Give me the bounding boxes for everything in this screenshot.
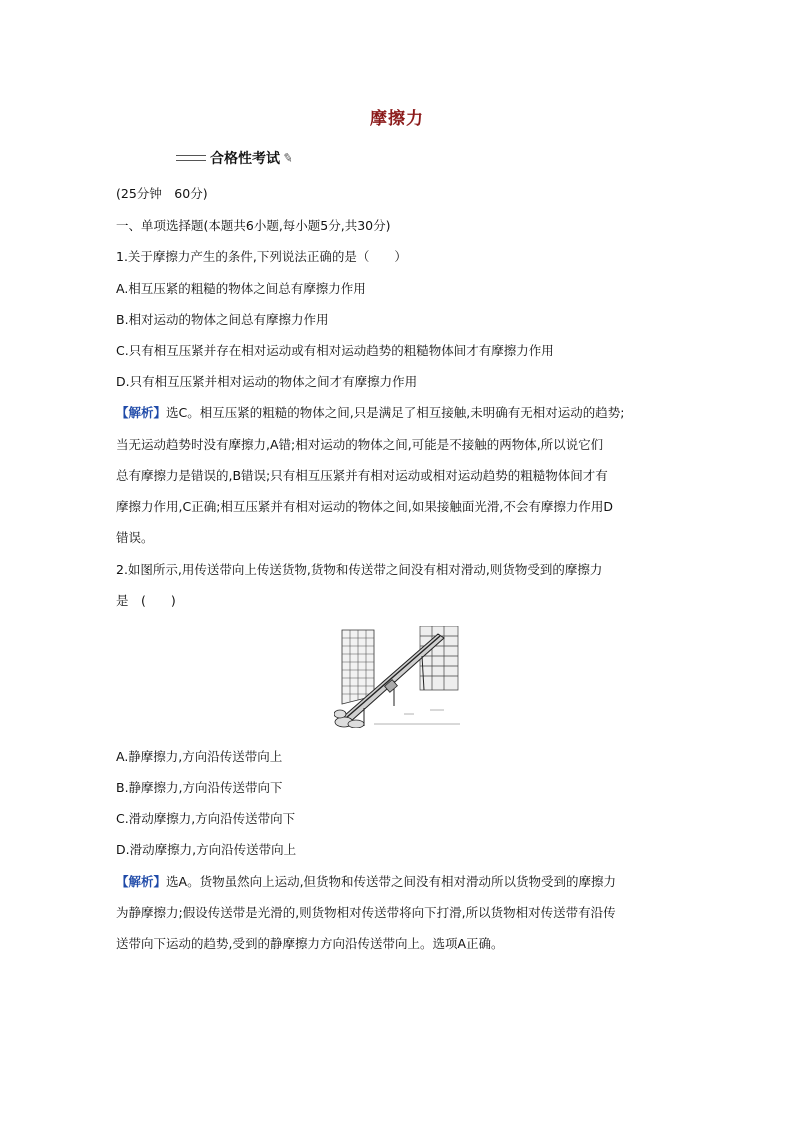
question-1-analysis-line: 总有摩擦力是错误的,B错误;只有相互压紧并有相对运动或相对运动趋势的粗糙物体间才有: [116, 468, 608, 483]
analysis-tag: 【解析】: [116, 405, 167, 420]
question-2-analysis-line: 为静摩擦力;假设传送带是光滑的,则货物相对传送带将向下打滑,所以货物相对传送带有沿传: [116, 905, 616, 920]
question-2-option-d: D.滑动摩擦力,方向沿传送带向上: [116, 842, 297, 857]
question-1-analysis-line: 当无运动趋势时没有摩擦力,A错;相对运动的物体之间,可能是不接触的两物体,所以说它们: [116, 437, 604, 452]
question-1-option-a: A.相互压紧的粗糙的物体之间总有摩擦力作用: [116, 281, 366, 296]
conveyor-belt-figure: [334, 626, 460, 728]
question-1-option-b: B.相对运动的物体之间总有摩擦力作用: [116, 312, 329, 327]
question-2-analysis-line: [116, 874, 616, 890]
question-1-option-c: C.只有相互压紧并存在相对运动或有相对运动趋势的粗糙物体间才有摩擦力作用: [116, 343, 554, 358]
question-2-stem: 是 ( ): [116, 593, 176, 608]
question-2-stem: 2.如图所示,用传送带向上传送货物,货物和传送带之间没有相对滑动,则货物受到的摩擦力: [116, 562, 603, 577]
question-2-option-b: B.静摩擦力,方向沿传送带向下: [116, 780, 283, 795]
page-title: 摩擦力: [370, 109, 424, 129]
analysis-tag: 【解析】: [116, 874, 167, 889]
double-rule-decoration: [176, 155, 206, 161]
time-score: (25分钟 60分): [116, 186, 208, 201]
question-2-option-c: C.滑动摩擦力,方向沿传送带向下: [116, 811, 296, 826]
question-1-analysis-line: [116, 405, 624, 421]
question-1-stem: 1.关于摩擦力产生的条件,下列说法正确的是（ ）: [116, 249, 407, 264]
question-2-option-a: A.静摩擦力,方向沿传送带向上: [116, 749, 283, 764]
question-1-analysis-line: 摩擦力作用,C正确;相互压紧并有相对运动的物体之间,如果接触面光滑,不会有摩擦力作用D: [116, 499, 613, 514]
analysis-text: 选C。相互压紧的粗糙的物体之间,只是满足了相互接触,未明确有无相对运动的趋势;: [166, 405, 625, 420]
analysis-text: 选A。货物虽然向上运动,但货物和传送带之间没有相对滑动所以货物受到的摩擦力: [166, 874, 617, 889]
part-heading: 一、单项选择题(本题共6小题,每小题5分,共30分): [116, 218, 391, 233]
section-banner-label: 合格性考试: [210, 151, 280, 167]
question-1-analysis-line: 错误。: [116, 530, 154, 545]
question-1-option-d: D.只有相互压紧并相对运动的物体之间才有摩擦力作用: [116, 374, 418, 389]
pencil-icon: ✎: [281, 150, 295, 166]
section-banner: [176, 148, 293, 168]
question-2-analysis-line: 送带向下运动的趋势,受到的静摩擦力方向沿传送带向上。选项A正确。: [116, 936, 504, 951]
